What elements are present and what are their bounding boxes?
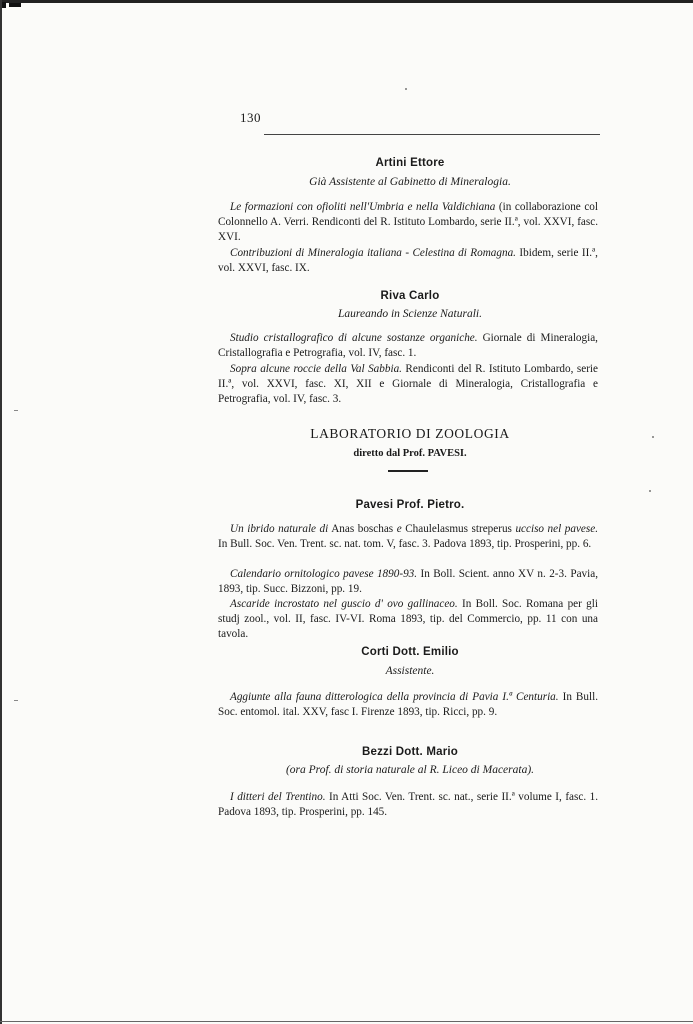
reference-title: Aggiunte alla fauna ditterologica della provincia di Pavia I.ª Centuria. [230,691,559,703]
reference-title: Studio cristallografico di alcune sostanze organiche. [230,332,478,344]
reference-title: Ascaride incrostato nel guscio d' ovo gallinaceo. [230,598,458,610]
reference-title: Contribuzioni di Mineralogia italiana - Celestina di Romagna. [230,247,516,259]
header-rule [264,134,600,135]
reference [218,597,598,643]
reference [218,790,598,820]
author-name: Corti Dott. Emilio [361,646,459,658]
laboratory-title: LABORATORIO DI ZOOLOGIA [310,426,510,441]
laboratory-director: diretto dal Prof. PAVESI. [353,448,467,459]
scan-speck [405,88,407,90]
reference-details: In Bull. Soc. Ven. Trent. sc. nat. tom. V, fasc. 3. Padova 1893, tip. Prosperini, pp. 6. [218,538,592,551]
reference-details: Rendiconti del R. Istituto Lombardo, serie II.ª, vol. XXVI, fasc. XI, XII e Giornale di Mineralogia, Cristallografia e Petrografia, vol. IV, fasc. 3. [218,363,599,406]
reference [218,246,598,276]
scan-speck [652,436,654,438]
reference-title: I ditteri del Trentino. [230,791,326,803]
scan-speck [649,490,651,492]
reference [218,567,598,597]
page-border-bottom [0,1021,693,1022]
reference-title: Le formazioni con ofioliti nell'Umbria e nella Valdichiana [230,201,496,213]
reference [218,522,598,552]
author-role: (ora Prof. di storia naturale al R. Liceo di Macerata). [285,764,535,776]
reference [218,331,598,361]
author-name: Riva Carlo [380,290,440,302]
reference [218,200,598,246]
reference-details: In Boll. Scient. anno XV n. 2-3. Pavia, 1893, tip. Succ. Bizzoni, pp. 19. [218,568,598,596]
reference-title: Sopra alcune roccie della Val Sabbia. [230,363,402,375]
author-name: Artini Ettore [375,157,445,169]
author-role: Già Assistente al Gabinetto di Mineralogia. [309,176,511,188]
page-number: 130 [240,110,261,125]
reference-details: In Atti Soc. Ven. Trent. sc. nat., serie II.ª volume I, fasc. 1. Padova 1893, tip. Prosperini, pp. 145. [218,791,598,819]
reference-details: In Boll. Soc. Romana per gli studj zool., vol. II, fasc. IV-VI. Roma 1893, tip. del Commercio, pp. 11 con una tavola. [218,598,598,641]
corner-registration-mark [0,2,22,8]
section-rule [388,470,428,472]
reference-details: Anas boschas [328,523,397,535]
reference-title: Calendario ornitologico pavese 1890-93. [230,568,418,580]
author-name: Bezzi Dott. Mario [361,746,459,758]
reference-details: Chaulelasmus streperus [401,523,516,535]
edge-tick [14,410,18,411]
reference-details: Ibidem, serie II.ª, vol. XXVI, fasc. IX. [218,247,598,275]
reference-title: Un ibrido naturale di [230,523,329,535]
reference [218,690,598,720]
author-role: Laureando in Scienze Naturali. [338,308,482,320]
reference-details: In Bull. Soc. entomol. ital. XXV, fasc I. Firenze 1893, tip. Ricci, pp. 9. [218,691,598,719]
edge-tick [14,700,18,701]
author-role: Assistente. [385,665,435,677]
reference-title: e [396,523,402,535]
page-border-top [0,0,693,3]
page-border-left [0,0,2,1024]
reference-details: Giornale di Mineralogia, Cristallografia e Petrografia, vol. IV, fasc. 1. [218,332,598,360]
reference-details: (in collaborazione col Colonnello A. Verri. Rendiconti del R. Istituto Lombardo, serie II.ª, vol. XXVI, fasc. XVI. [218,201,598,244]
reference-title: ucciso nel pavese. [515,523,599,535]
author-name: Pavesi Prof. Pietro. [355,499,465,511]
reference [218,362,598,408]
